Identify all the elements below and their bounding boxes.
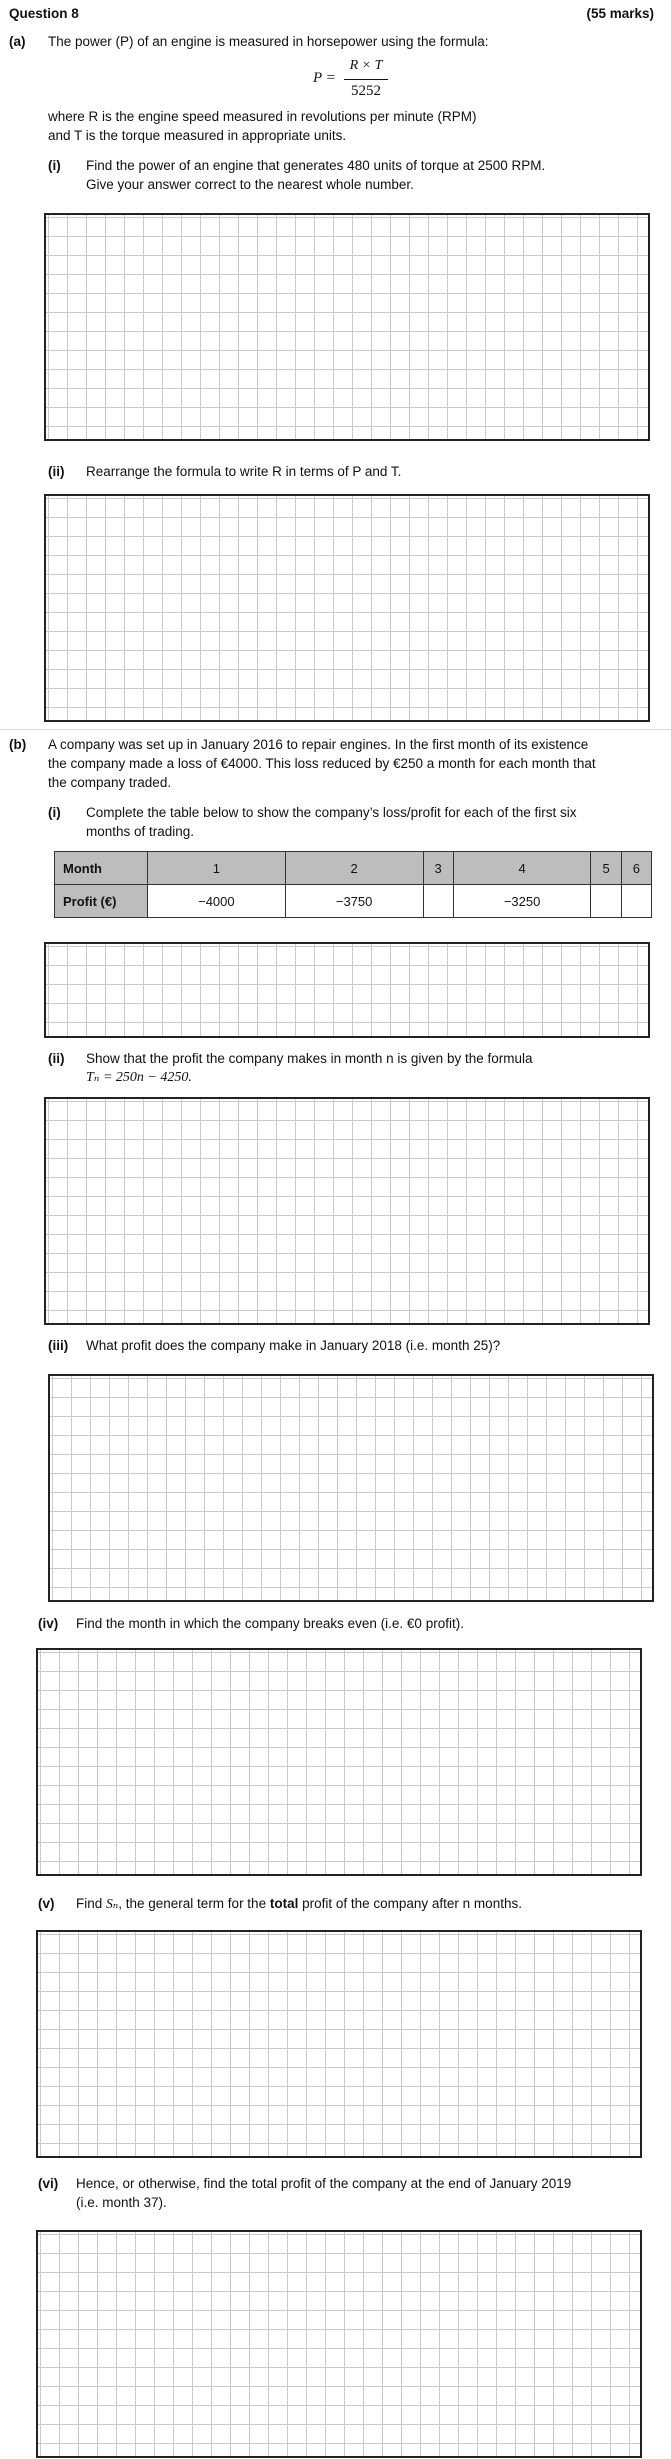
part-b-ii-formula: Tₙ = 250n − 4250. — [86, 1070, 192, 1085]
part-a-i-label: (i) — [48, 158, 61, 173]
answer-grid-a-i[interactable] — [44, 213, 650, 441]
formula-denominator: 5252 — [351, 83, 381, 99]
part-b-v-symbol: Sₙ — [106, 1896, 119, 1911]
part-a-i-line2: Give your answer correct to the nearest whole number. — [86, 177, 414, 192]
part-b-vi-label: (vi) — [38, 2176, 59, 2191]
answer-grid-a-ii[interactable] — [44, 494, 650, 722]
table-month-4: 4 — [453, 852, 591, 885]
part-b-label: (b) — [9, 737, 27, 752]
section-divider — [0, 729, 671, 730]
part-b-ii-label: (ii) — [48, 1051, 65, 1066]
answer-grid-b-i[interactable] — [44, 942, 650, 1038]
part-b-i-label: (i) — [48, 805, 61, 820]
part-b-line2: the company made a loss of €4000. This loss reduced by €250 a month for each month that — [48, 756, 596, 771]
part-b-iii-text: What profit does the company make in January 2018 (i.e. month 25)? — [86, 1338, 501, 1353]
part-b-v-label: (v) — [38, 1896, 55, 1911]
part-b-line3: the company traded. — [48, 775, 172, 790]
answer-grid-b-iii[interactable] — [48, 1374, 654, 1602]
table-row-profit — [55, 885, 652, 918]
formula-lhs: P = — [313, 70, 336, 86]
part-a-label: (a) — [9, 34, 26, 49]
part-a-where-line2: and T is the torque measured in appropriate units. — [48, 128, 347, 143]
formula-numerator: R × T — [349, 58, 383, 73]
table-header-month: Month — [55, 852, 148, 885]
part-a-i-line1: Find the power of an engine that generates 480 units of torque at 2500 RPM. — [86, 158, 546, 173]
table-profit-5[interactable] — [591, 885, 621, 918]
question-marks: (55 marks) — [586, 6, 654, 21]
part-b-i-line1: Complete the table below to show the company’s loss/profit for each of the first six — [86, 805, 577, 820]
answer-grid-b-ii[interactable] — [44, 1097, 650, 1325]
answer-grid-b-iv[interactable] — [36, 1648, 642, 1876]
part-b-line1: A company was set up in January 2016 to repair engines. In the first month of its existence — [48, 737, 589, 752]
part-b-iii-label: (iii) — [48, 1338, 69, 1353]
part-b-vi-line1: Hence, or otherwise, find the total profit of the company at the end of January 2019 — [76, 2176, 572, 2191]
question-title: Question 8 — [9, 6, 79, 21]
part-a-ii-text: Rearrange the formula to write R in terms of P and T. — [86, 464, 402, 479]
table-month-6: 6 — [621, 852, 651, 885]
formula-fraction-bar — [344, 79, 388, 80]
table-month-1: 1 — [148, 852, 286, 885]
table-profit-3[interactable] — [423, 885, 453, 918]
table-profit-1: −4000 — [148, 885, 286, 918]
table-month-3: 3 — [423, 852, 453, 885]
part-b-iv-label: (iv) — [38, 1616, 59, 1631]
part-b-v-mid: , the general term for the — [118, 1896, 270, 1911]
answer-grid-b-v[interactable] — [36, 1930, 642, 2158]
part-b-v-text — [76, 1896, 522, 1912]
table-month-5: 5 — [591, 852, 621, 885]
table-header-profit: Profit (€) — [55, 885, 148, 918]
table-row-months — [55, 852, 652, 885]
part-a-where-line1: where R is the engine speed measured in revolutions per minute (RPM) — [48, 109, 477, 124]
table-profit-4: −3250 — [453, 885, 591, 918]
part-a-ii-label: (ii) — [48, 464, 65, 479]
part-a-intro: The power (P) of an engine is measured in horsepower using the formula: — [48, 34, 489, 49]
part-b-ii-line1: Show that the profit the company makes in month n is given by the formula — [86, 1051, 533, 1066]
part-b-vi-line2: (i.e. month 37). — [76, 2195, 167, 2210]
part-b-i-line2: months of trading. — [86, 824, 195, 839]
profit-table — [54, 851, 652, 918]
part-b-v-pre: Find — [76, 1896, 107, 1911]
part-b-iv-text: Find the month in which the company breaks even (i.e. €0 profit). — [76, 1616, 464, 1631]
part-b-v-bold: total — [269, 1896, 299, 1911]
table-profit-2: −3750 — [285, 885, 423, 918]
part-b-v-post: profit of the company after n months. — [298, 1896, 522, 1911]
table-profit-6[interactable] — [621, 885, 651, 918]
table-month-2: 2 — [285, 852, 423, 885]
answer-grid-b-vi[interactable] — [36, 2230, 642, 2458]
